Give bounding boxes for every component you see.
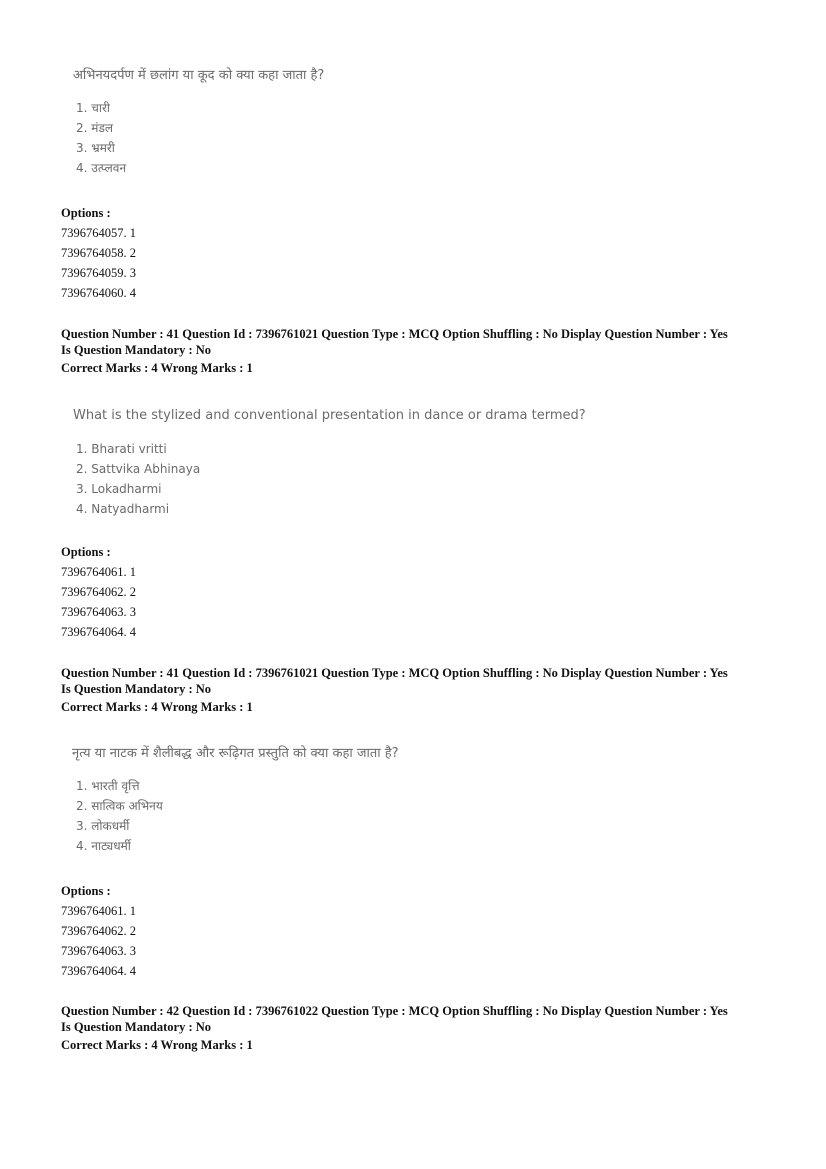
- question-option: 4. नाट्यधर्मी: [76, 839, 131, 853]
- question-meta-line: Question Number : 42 Question Id : 7396761022 Question Type : MCQ Option Shuffling : No Display Question Number : Yes: [61, 1004, 728, 1018]
- question-option: 1. भारती वृत्ति: [76, 779, 140, 793]
- question-meta: [61, 1003, 781, 1053]
- options-block: [61, 203, 781, 303]
- question-text: What is the stylized and conventional presentation in dance or drama termed?: [73, 408, 586, 423]
- question-option: 4. उत्प्लवन: [76, 161, 127, 175]
- question-option: 2. मंडल: [76, 121, 113, 135]
- options-title: Options :: [61, 545, 111, 559]
- question-mandatory-line: Is Question Mandatory : No: [61, 1020, 212, 1034]
- question-option-list: [62, 98, 622, 178]
- options-block: [61, 542, 781, 642]
- question-text: नृत्य या नाटक में शैलीबद्ध और रूढ़िगत प्रस्तुति को क्या कहा जाता है?: [72, 746, 399, 761]
- question-mandatory-line: Is Question Mandatory : No: [61, 682, 212, 696]
- question-option: 1. चारी: [76, 101, 111, 115]
- option-id-row: 7396764060. 4: [61, 286, 136, 300]
- question-meta-line: Question Number : 41 Question Id : 7396761021 Question Type : MCQ Option Shuffling : No Display Question Number : Yes: [61, 327, 728, 341]
- question-option: 3. भ्रमरी: [76, 141, 115, 155]
- question-marks-line: Correct Marks : 4 Wrong Marks : 1: [61, 361, 253, 375]
- question-option: 3. Lokadharmi: [76, 482, 162, 496]
- question-option: 2. Sattvika Abhinaya: [76, 462, 201, 476]
- option-id-row: 7396764058. 2: [61, 246, 136, 260]
- question-image-hindi-2: [62, 744, 622, 856]
- question-marks-line: Correct Marks : 4 Wrong Marks : 1: [61, 700, 253, 714]
- question-meta: [61, 326, 781, 376]
- question-option: 1. Bharati vritti: [76, 442, 167, 456]
- options-title: Options :: [61, 884, 111, 898]
- question-meta: [61, 665, 781, 715]
- option-id-row: 7396764063. 3: [61, 605, 136, 619]
- option-id-row: 7396764062. 2: [61, 585, 136, 599]
- option-id-row: 7396764064. 4: [61, 625, 136, 639]
- option-id-row: 7396764061. 1: [61, 565, 136, 579]
- option-id-row: 7396764064. 4: [61, 964, 136, 978]
- option-id-row: 7396764063. 3: [61, 944, 136, 958]
- question-meta-line: Question Number : 41 Question Id : 7396761021 Question Type : MCQ Option Shuffling : No Display Question Number : Yes: [61, 666, 728, 680]
- question-marks-line: Correct Marks : 4 Wrong Marks : 1: [61, 1038, 253, 1052]
- option-id-row: 7396764061. 1: [61, 904, 136, 918]
- question-option-list: [62, 439, 622, 519]
- question-option-list: [62, 776, 622, 856]
- option-id-row: 7396764057. 1: [61, 226, 136, 240]
- question-image-english: [62, 405, 622, 519]
- question-text: अभिनयदर्पण में छलांग या कूद को क्या कहा जाता है?: [73, 68, 325, 83]
- question-image-hindi-1: [62, 66, 622, 178]
- options-title: Options :: [61, 206, 111, 220]
- option-id-row: 7396764062. 2: [61, 924, 136, 938]
- question-mandatory-line: Is Question Mandatory : No: [61, 343, 212, 357]
- option-id-row: 7396764059. 3: [61, 266, 136, 280]
- question-option: 4. Natyadharmi: [76, 502, 170, 516]
- options-block: [61, 881, 781, 981]
- question-option: 2. सात्विक अभिनय: [76, 799, 163, 813]
- question-option: 3. लोकधर्मी: [76, 819, 130, 833]
